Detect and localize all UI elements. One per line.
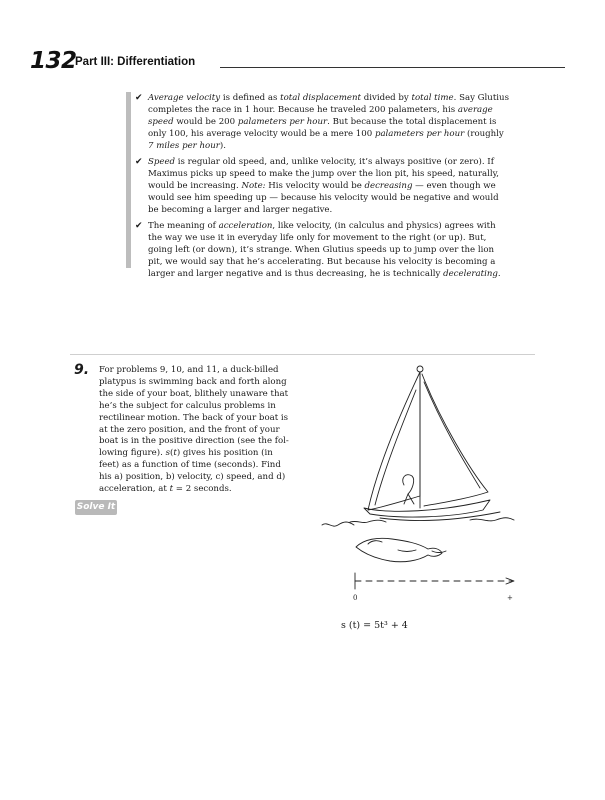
text-line: The meaning of acceleration, like velocity, (in calculus and physics) agrees with (148, 221, 496, 231)
axis-zero-label: 0 (353, 594, 358, 600)
text-line: the side of your boat, blithely unaware that (99, 388, 289, 399)
text-line: 7 miles per hour). (148, 141, 226, 151)
text-line: at the zero position, and the front of your (99, 424, 280, 435)
sailboat-platypus-figure (320, 360, 530, 600)
axis-end-label: + (507, 594, 513, 600)
text-line: acceleration, at t = 2 seconds. (99, 484, 232, 495)
text-line: only 100, his average velocity would be a mere 100 palameters per hour (roughly (148, 129, 504, 139)
text-line: he’s the subject for calculus problems in (99, 400, 276, 411)
boat-hull (364, 500, 490, 517)
text-line: pit, we would say that he’s accelerating. But because his velocity is becoming a (148, 257, 496, 267)
header-rule (220, 67, 565, 68)
text-line: be becoming a larger and larger negative. (148, 205, 333, 215)
checkmark-icon: ✔ (135, 221, 143, 231)
page-number: 132 (30, 48, 77, 74)
checkmark-icon: ✔ (135, 157, 143, 167)
checkmark-icon: ✔ (135, 93, 143, 103)
text-line: Average velocity is defined as total displacement divided by total time. Say Glutius (148, 93, 509, 103)
text-line: his a) position, b) velocity, c) speed, and d) (99, 472, 286, 483)
text-line: completes the race in 1 hour. Because he traveled 200 palameters, his average (148, 105, 493, 115)
text-line: going left (or down), it’s strange. When Glutius speeds up to jump over the lion (148, 245, 495, 255)
bullet-acceleration (135, 220, 510, 280)
text-line: Maximus picks up speed to make the jump over the lion pit, his speed, naturally, (148, 169, 500, 179)
text-line: would be increasing. Note: His velocity would be decreasing — even though we (148, 181, 496, 191)
bullet-text (148, 220, 510, 280)
text-line: would see him speeding up — because his velocity would be negative and would (148, 193, 499, 203)
text-line: lowing figure). s(t) gives his position (in (99, 448, 273, 459)
text-line: rectilinear motion. The back of your boat is (99, 412, 289, 423)
text-line: boat is in the positive direction (see the fol- (99, 436, 289, 447)
jib-sail (422, 374, 488, 506)
text-line: larger and larger negative and is thus decreasing, he is technically decelerating. (148, 269, 501, 279)
text-line: Speed is regular old speed, and, unlike velocity, it’s always positive (or zero). If (148, 157, 494, 167)
mast-top (417, 366, 423, 372)
text-line: platypus is swimming back and forth along (99, 376, 287, 387)
page-header (30, 48, 535, 78)
position-formula: s (t) = 5t³ + 4 (341, 620, 408, 631)
bullet-speed (135, 156, 510, 216)
bullet-average-velocity (135, 92, 510, 152)
water-line (322, 512, 514, 526)
text-line: For problems 9, 10, and 11, a duck-billed (99, 365, 279, 375)
text-line: feet) as a function of time (seconds). Find (99, 460, 281, 471)
problem-number: 9. (74, 362, 90, 378)
bullet-text (148, 156, 510, 216)
bullet-list (135, 92, 510, 284)
text-line: the way we use it in everyday life only for movement to the right (or up). But, (148, 233, 487, 243)
section-divider (70, 354, 535, 355)
main-sail (368, 372, 420, 510)
problem-text (99, 365, 304, 496)
solve-it-badge: Solve It (75, 500, 117, 515)
sidebar-bar (126, 92, 131, 268)
part-title: Part III: Differentiation (75, 56, 196, 68)
bullet-text (148, 92, 510, 152)
text-line: speed would be 200 palameters per hour. But because the total displacement is (148, 117, 497, 127)
